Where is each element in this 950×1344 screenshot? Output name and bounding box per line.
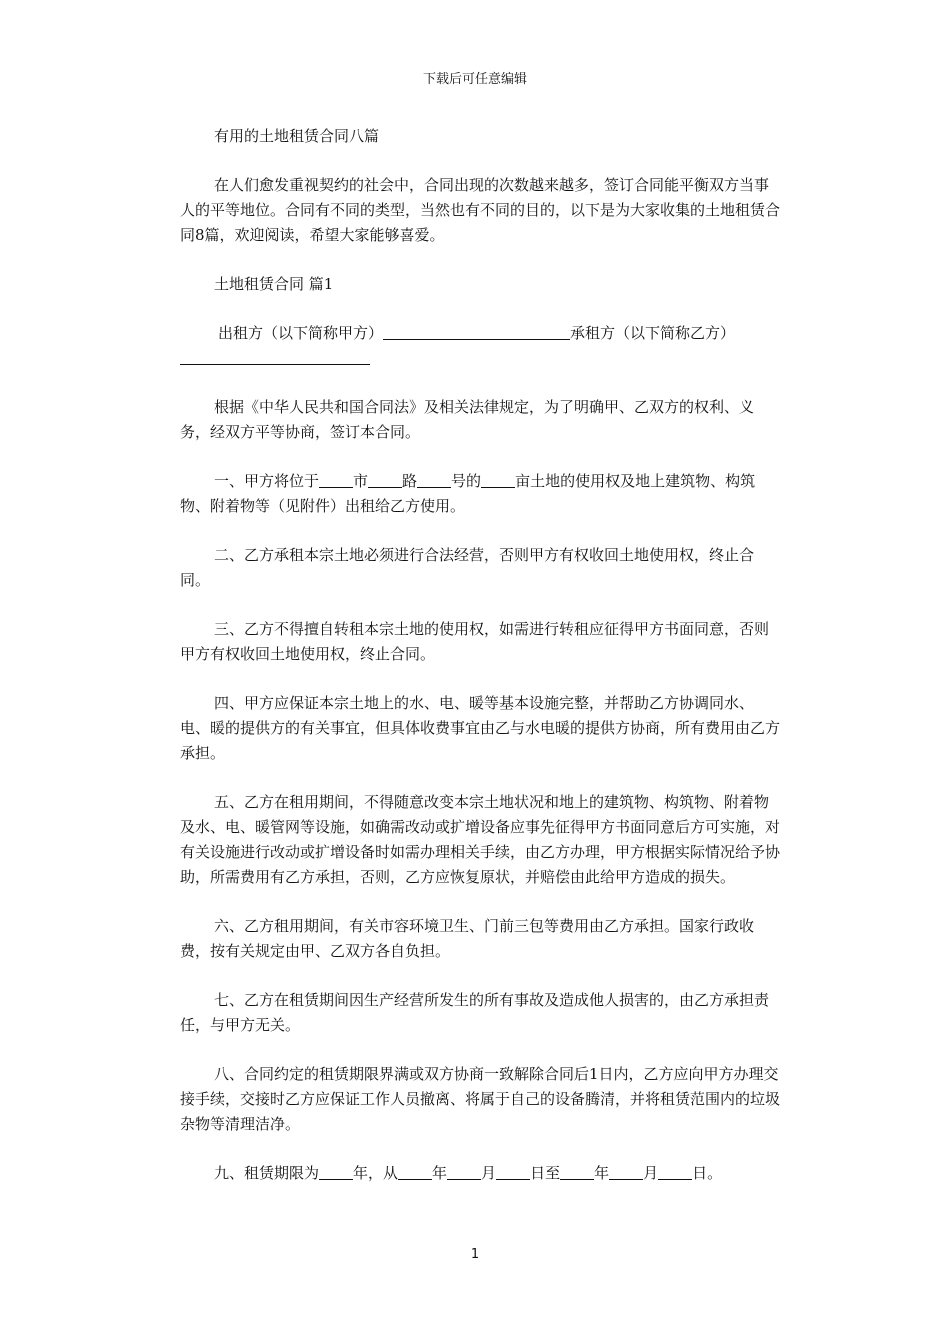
clause-9-text-e: 日至	[530, 1164, 561, 1182]
lessor-label: 出租方（以下简称甲方）	[218, 324, 384, 342]
clause-2: 二、乙方承租本宗土地必须进行合法经营，否则甲方有权收回土地使用权，终止合同。	[180, 546, 755, 589]
clause-6: 六、乙方租用期间，有关市容环境卫生、门前三包等费用由乙方承担。国家行政收费，按有关规定由甲、乙双方各自负担。	[180, 917, 755, 960]
page-number: 1	[470, 1247, 480, 1262]
clause-1-text-c: 路	[402, 472, 418, 490]
clause-7: 七、乙方在租赁期间因生产经营所发生的所有事故及造成他人损害的，由乙方承担责任，与甲方无关。	[180, 991, 770, 1034]
clause-9-text-g: 月	[643, 1164, 659, 1182]
document-body	[180, 124, 780, 1210]
start-month-blank	[447, 1162, 481, 1180]
number-blank	[417, 470, 451, 488]
page-header: 下载后可任意编辑	[422, 72, 527, 87]
end-day-blank	[658, 1162, 692, 1180]
city-blank	[319, 470, 353, 488]
start-year-blank	[398, 1162, 432, 1180]
intro-paragraph: 在人们愈发重视契约的社会中，合同出现的次数越来越多，签订合同能平衡双方当事人的平等地位。合同有不同的类型，当然也有不同的目的，以下是为大家收集的土地租赁合同8篇，欢迎阅读，希望大家能够喜爱。	[180, 176, 781, 244]
end-month-blank	[609, 1162, 643, 1180]
clause-1-text-e: 亩土地的使用权及地上建筑物、构筑物、附着物等（见附件）出租给乙方使用。	[180, 472, 756, 515]
clause-9-text-f: 年	[594, 1164, 610, 1182]
start-day-blank	[496, 1162, 530, 1180]
lessee-label-end: 方）	[705, 324, 736, 342]
road-blank	[368, 470, 402, 488]
clause-9-text-b: 年，从	[353, 1164, 399, 1182]
area-blank	[481, 470, 515, 488]
basis-paragraph: 根据《中华人民共和国合同法》及相关法律规定，为了明确甲、乙双方的权利、义务，经双方平等协商，签订本合同。	[180, 398, 755, 441]
clause-9-text-h: 日。	[692, 1164, 723, 1182]
clause-1-text-a: 一、甲方将位于	[214, 472, 320, 490]
clause-5: 五、乙方在租用期间，不得随意改变本宗土地状况和地上的建筑物、构筑物、附着物及水、电、暖管网等设施，如确需改动或扩增设备应事先征得甲方书面同意后方可实施，对有关设施进行改动或扩增设备时如需办理相关手续，由乙方办理，甲方根据实际情况给予协助，所需费用有乙方承担，否则，乙方应恢复原状，并赔偿由此给甲方造成的损失。	[180, 793, 781, 886]
lessee-label-start: 承租方（以下简称乙	[570, 324, 706, 342]
section-heading: 土地租赁合同 篇1	[214, 275, 334, 293]
clause-9-text-d: 月	[481, 1164, 497, 1182]
clause-9	[180, 1161, 780, 1186]
clause-1	[180, 469, 780, 519]
term-years-blank	[319, 1162, 353, 1180]
lessee-blank	[180, 347, 370, 365]
clause-9-text-c: 年	[432, 1164, 448, 1182]
end-year-blank	[560, 1162, 594, 1180]
lessor-blank	[383, 322, 570, 340]
clause-8: 八、合同约定的租赁期限界满或双方协商一致解除合同后1日内，乙方应向甲方办理交接手续，交接时乙方应保证工作人员撤离、将属于自己的设备腾清，并将租赁范围内的垃圾杂物等清理洁净。	[180, 1065, 781, 1133]
clause-1-text-b: 市	[353, 472, 369, 490]
clause-9-text-a: 九、租赁期限为	[214, 1164, 320, 1182]
parties-paragraph	[180, 321, 780, 371]
document-title: 有用的土地租赁合同八篇	[214, 127, 380, 145]
clause-3: 三、乙方不得擅自转租本宗土地的使用权，如需进行转租应征得甲方书面同意，否则甲方有权收回土地使用权，终止合同。	[180, 620, 770, 663]
clause-4: 四、甲方应保证本宗土地上的水、电、暖等基本设施完整，并帮助乙方协调同水、电、暖的提供方的有关事宜，但具体收费事宜由乙与水电暖的提供方协商，所有费用由乙方承担。	[180, 694, 781, 762]
clause-1-text-d: 号的	[451, 472, 482, 490]
